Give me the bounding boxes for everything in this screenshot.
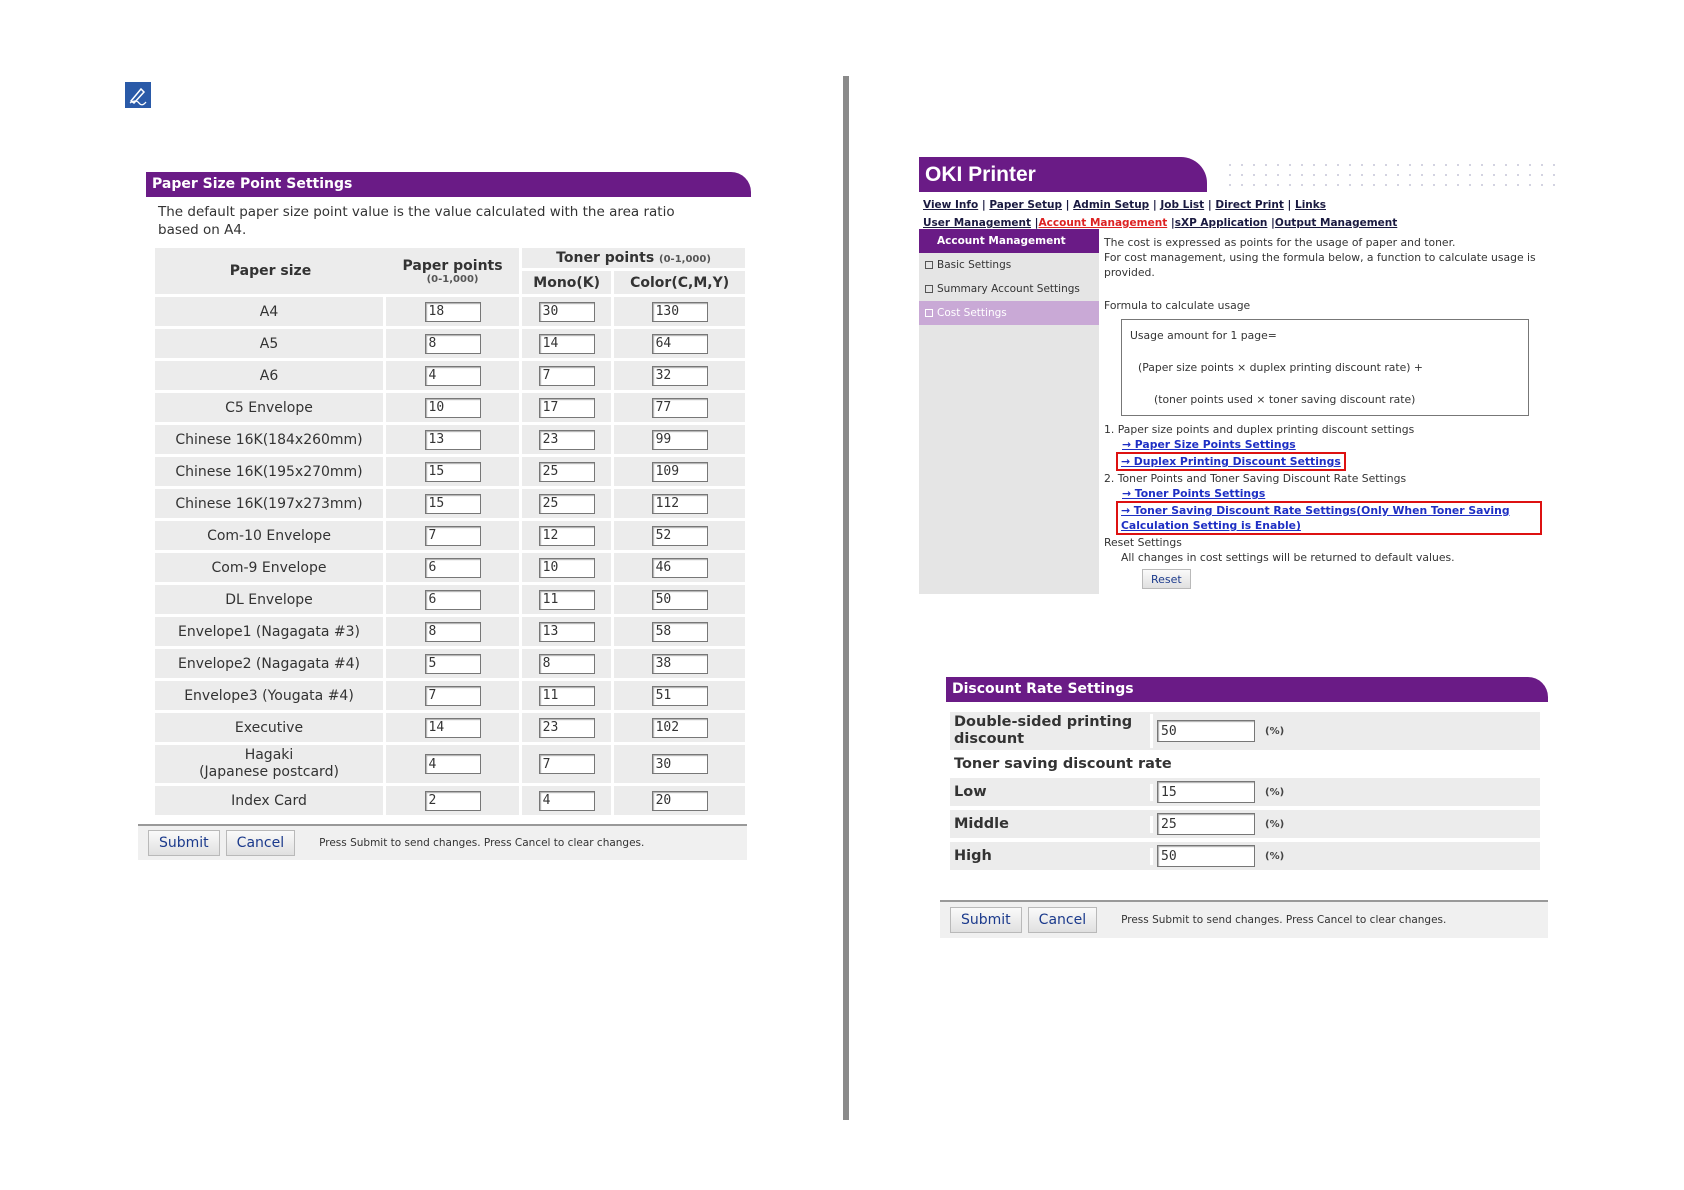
mono-points-cell xyxy=(522,297,614,326)
table-row xyxy=(155,457,745,486)
table-row xyxy=(155,361,745,390)
paper-size-name: A5 xyxy=(155,329,386,358)
mono-points-cell xyxy=(522,393,614,422)
mono-points-cell xyxy=(522,361,614,390)
sidebar-head-account-management[interactable]: Account Management xyxy=(919,229,1099,253)
paper-size-name: Envelope3 (Yougata #4) xyxy=(155,681,386,710)
mono-points-input[interactable] xyxy=(539,334,595,354)
high-row xyxy=(950,842,1540,870)
paper-points-cell xyxy=(386,297,522,326)
paper-size-name: A6 xyxy=(155,361,386,390)
sidebar-item-label: Cost Settings xyxy=(937,307,1007,319)
formula-line-3: (toner points used × toner saving discount rate) xyxy=(1154,393,1416,406)
nav-output-management[interactable]: Output Management xyxy=(1274,217,1398,229)
header-paper-points-label: Paper points xyxy=(402,257,503,274)
mono-points-input[interactable] xyxy=(539,526,595,546)
table-row xyxy=(155,786,745,815)
color-points-input[interactable] xyxy=(652,430,708,450)
header-dot-pattern xyxy=(1224,160,1559,192)
cancel-button[interactable]: Cancel xyxy=(226,830,295,856)
color-points-input[interactable] xyxy=(652,302,708,322)
mono-points-input[interactable] xyxy=(539,462,595,482)
paper-points-input[interactable] xyxy=(425,754,481,774)
footer-note: Press Submit to send changes. Press Cancel to clear changes. xyxy=(319,837,645,849)
nav-direct-print[interactable]: Direct Print xyxy=(1215,199,1284,211)
table-row xyxy=(155,649,745,678)
paper-size-name: Com-9 Envelope xyxy=(155,553,386,582)
mono-points-cell xyxy=(522,553,614,582)
link-toner-points[interactable]: → Toner Points Settings xyxy=(1122,487,1266,500)
cost-settings-content xyxy=(1104,235,1564,589)
color-points-cell xyxy=(614,489,745,518)
color-points-input[interactable] xyxy=(652,622,708,642)
link-paper-size-points[interactable]: → Paper Size Points Settings xyxy=(1122,438,1296,451)
paper-points-cell xyxy=(386,786,522,815)
color-points-input[interactable] xyxy=(652,590,708,610)
panel-title: Discount Rate Settings xyxy=(946,677,1548,702)
double-sided-label: Double-sided printing discount xyxy=(950,714,1153,748)
color-points-cell xyxy=(614,617,745,646)
percent-unit: (%) xyxy=(1265,818,1285,830)
paper-points-input[interactable] xyxy=(425,654,481,674)
low-row xyxy=(950,778,1540,806)
table-row xyxy=(155,745,745,783)
paper-points-cell xyxy=(386,745,522,783)
color-points-input[interactable] xyxy=(652,558,708,578)
mono-points-input[interactable] xyxy=(539,686,595,706)
oki-printer-web-page xyxy=(919,157,1564,594)
nav-job-list[interactable]: Job List xyxy=(1160,199,1205,211)
paper-points-input[interactable] xyxy=(425,494,481,514)
mono-points-input[interactable] xyxy=(539,654,595,674)
table-row xyxy=(155,425,745,454)
high-input[interactable] xyxy=(1157,845,1255,867)
color-points-cell xyxy=(614,585,745,614)
nav-row-2: User Management |Account Management |sXP Application |Output Management xyxy=(923,217,1398,229)
duplex-link-highlight xyxy=(1116,452,1346,471)
sidebar-item-cost-settings[interactable] xyxy=(919,301,1099,325)
paper-size-table xyxy=(155,245,745,818)
paper-points-input[interactable] xyxy=(425,718,481,738)
double-sided-row xyxy=(950,712,1540,750)
color-points-input[interactable] xyxy=(652,526,708,546)
color-points-cell xyxy=(614,553,745,582)
paper-points-cell xyxy=(386,425,522,454)
color-points-cell xyxy=(614,745,745,783)
paper-points-input[interactable] xyxy=(425,334,481,354)
color-points-cell xyxy=(614,329,745,358)
header-mono: Mono(K) xyxy=(522,271,614,294)
table-row xyxy=(155,713,745,742)
mono-points-cell xyxy=(522,489,614,518)
link-duplex-printing-discount[interactable]: → Duplex Printing Discount Settings xyxy=(1121,455,1341,468)
table-row xyxy=(155,521,745,550)
table-row xyxy=(155,393,745,422)
paper-points-cell xyxy=(386,713,522,742)
paper-points-input[interactable] xyxy=(425,302,481,322)
nav-account-management[interactable]: Account Management xyxy=(1038,217,1168,229)
mono-points-cell xyxy=(522,713,614,742)
paper-size-name: Chinese 16K(197x273mm) xyxy=(155,489,386,518)
mono-points-cell xyxy=(522,585,614,614)
table-row xyxy=(155,297,745,326)
page-divider xyxy=(843,76,849,1120)
nav-paper-setup[interactable]: Paper Setup xyxy=(989,199,1063,211)
paper-size-point-settings-panel xyxy=(146,172,751,860)
mono-points-cell xyxy=(522,329,614,358)
formula-line-2: (Paper size points × duplex printing discount rate) + xyxy=(1138,361,1423,374)
intro-line-1: The cost is expressed as points for the usage of paper and toner. xyxy=(1104,236,1456,249)
paper-points-cell xyxy=(386,361,522,390)
formula-box xyxy=(1121,319,1529,416)
color-points-input[interactable] xyxy=(652,462,708,482)
paper-points-input[interactable] xyxy=(425,590,481,610)
header-color: Color(C,M,Y) xyxy=(614,271,745,294)
mono-points-cell xyxy=(522,617,614,646)
color-points-cell xyxy=(614,649,745,678)
cancel-button[interactable]: Cancel xyxy=(1028,907,1097,933)
mono-points-input[interactable] xyxy=(539,366,595,386)
paper-points-cell xyxy=(386,457,522,486)
link-toner-saving-discount-rate[interactable]: → Toner Saving Discount Rate Settings(Only When Toner Saving Calculation Setting is Enable) xyxy=(1121,504,1510,532)
mono-points-cell xyxy=(522,745,614,783)
color-points-input[interactable] xyxy=(652,334,708,354)
color-points-cell xyxy=(614,786,745,815)
paper-points-input[interactable] xyxy=(425,686,481,706)
paper-points-cell xyxy=(386,521,522,550)
nav-sxp-application[interactable]: sXP Application xyxy=(1174,217,1268,229)
formula-label: Formula to calculate usage xyxy=(1104,299,1251,312)
high-label: High xyxy=(950,848,1153,865)
paper-points-cell xyxy=(386,617,522,646)
color-points-input[interactable] xyxy=(652,686,708,706)
paper-points-input[interactable] xyxy=(425,462,481,482)
table-row xyxy=(155,329,745,358)
table-row xyxy=(155,553,745,582)
header-paper-size: Paper size xyxy=(155,248,386,294)
toner-saving-link-highlight xyxy=(1116,501,1542,535)
color-points-cell xyxy=(614,361,745,390)
table-row xyxy=(155,681,745,710)
header-toner-points-range: (0-1,000) xyxy=(659,254,711,266)
percent-unit: (%) xyxy=(1265,850,1285,862)
mono-points-input[interactable] xyxy=(539,791,595,811)
toner-saving-heading: Toner saving discount rate xyxy=(954,756,1172,772)
formula-line-1: Usage amount for 1 page= xyxy=(1130,329,1277,342)
nav-links[interactable]: Links xyxy=(1295,199,1326,211)
mono-points-input[interactable] xyxy=(539,558,595,578)
paper-points-cell xyxy=(386,649,522,678)
square-bullet-icon xyxy=(925,309,933,317)
oki-brand-title: OKI Printer xyxy=(919,157,1207,192)
paper-points-input[interactable] xyxy=(425,791,481,811)
color-points-input[interactable] xyxy=(652,718,708,738)
paper-size-name: Hagaki (Japanese postcard) xyxy=(155,745,386,783)
paper-size-name: Chinese 16K(195x270mm) xyxy=(155,457,386,486)
mono-points-input[interactable] xyxy=(539,590,595,610)
intro-line-2: For cost management, using the formula below, a function to calculate usage is provided. xyxy=(1104,251,1536,279)
mono-points-cell xyxy=(522,521,614,550)
color-points-cell xyxy=(614,521,745,550)
color-points-cell xyxy=(614,297,745,326)
paper-points-input[interactable] xyxy=(425,622,481,642)
paper-points-input[interactable] xyxy=(425,558,481,578)
color-points-cell xyxy=(614,713,745,742)
color-points-input[interactable] xyxy=(652,654,708,674)
low-label: Low xyxy=(950,784,1153,801)
reset-note: All changes in cost settings will be returned to default values. xyxy=(1121,551,1455,564)
mono-points-cell xyxy=(522,457,614,486)
paper-points-input[interactable] xyxy=(425,430,481,450)
submit-button[interactable]: Submit xyxy=(148,830,220,856)
mono-points-cell xyxy=(522,425,614,454)
paper-size-table-body xyxy=(155,297,745,815)
submit-button[interactable]: Submit xyxy=(950,907,1022,933)
paper-size-footer xyxy=(138,824,747,860)
color-points-cell xyxy=(614,681,745,710)
header-paper-points xyxy=(386,248,522,294)
color-points-input[interactable] xyxy=(652,366,708,386)
paper-size-name: Executive xyxy=(155,713,386,742)
color-points-input[interactable] xyxy=(652,754,708,774)
paper-size-name: Envelope1 (Nagagata #3) xyxy=(155,617,386,646)
double-sided-input[interactable] xyxy=(1157,720,1255,742)
table-row xyxy=(155,585,745,614)
square-bullet-icon xyxy=(925,285,933,293)
mono-points-input[interactable] xyxy=(539,718,595,738)
paper-points-cell xyxy=(386,489,522,518)
paper-points-input[interactable] xyxy=(425,398,481,418)
color-points-cell xyxy=(614,425,745,454)
step-2: 2. Toner Points and Toner Saving Discount Rate Settings xyxy=(1104,472,1407,485)
mono-points-cell xyxy=(522,681,614,710)
middle-row xyxy=(950,810,1540,838)
mono-points-input[interactable] xyxy=(539,494,595,514)
mono-points-cell xyxy=(522,786,614,815)
sidebar-item-label: Summary Account Settings xyxy=(937,283,1080,295)
sidebar-item-basic-settings[interactable] xyxy=(919,253,1099,277)
table-row xyxy=(155,617,745,646)
paper-size-name: Envelope2 (Nagagata #4) xyxy=(155,649,386,678)
color-points-input[interactable] xyxy=(652,791,708,811)
paper-size-name: DL Envelope xyxy=(155,585,386,614)
panel-title: Paper Size Point Settings xyxy=(146,172,751,197)
low-input[interactable] xyxy=(1157,781,1255,803)
paper-points-cell xyxy=(386,393,522,422)
header-toner-points-label: Toner points xyxy=(556,250,655,267)
mono-points-input[interactable] xyxy=(539,302,595,322)
table-row xyxy=(155,489,745,518)
paper-points-input[interactable] xyxy=(425,526,481,546)
note-pencil-icon xyxy=(125,82,151,108)
paper-size-name: Index Card xyxy=(155,786,386,815)
discount-footer xyxy=(940,900,1548,938)
sidebar-item-label: Basic Settings xyxy=(937,259,1012,271)
square-bullet-icon xyxy=(925,261,933,269)
percent-unit: (%) xyxy=(1265,786,1285,798)
reset-heading: Reset Settings xyxy=(1104,536,1182,549)
middle-label: Middle xyxy=(950,816,1153,833)
middle-input[interactable] xyxy=(1157,813,1255,835)
sidebar xyxy=(919,229,1099,594)
nav-view-info[interactable]: View Info xyxy=(923,199,979,211)
paper-size-name: Com-10 Envelope xyxy=(155,521,386,550)
mono-points-input[interactable] xyxy=(539,430,595,450)
color-points-cell xyxy=(614,393,745,422)
paper-points-cell xyxy=(386,681,522,710)
paper-size-name: A4 xyxy=(155,297,386,326)
nav-user-management[interactable]: User Management xyxy=(923,217,1032,229)
nav-row-1: View Info | Paper Setup | Admin Setup | Job List | Direct Print | Links xyxy=(923,199,1326,211)
mono-points-input[interactable] xyxy=(539,398,595,418)
nav-admin-setup[interactable]: Admin Setup xyxy=(1073,199,1150,211)
sidebar-item-summary-account-settings[interactable] xyxy=(919,277,1099,301)
percent-unit: (%) xyxy=(1265,725,1285,737)
step-1: 1. Paper size points and duplex printing discount settings xyxy=(1104,423,1415,436)
mono-points-input[interactable] xyxy=(539,622,595,642)
panel-description: The default paper size point value is the value calculated with the area ratio based on A4. xyxy=(158,204,675,238)
paper-size-name: C5 Envelope xyxy=(155,393,386,422)
mono-points-input[interactable] xyxy=(539,754,595,774)
footer-note: Press Submit to send changes. Press Cancel to clear changes. xyxy=(1121,914,1447,926)
paper-points-input[interactable] xyxy=(425,366,481,386)
reset-button[interactable]: Reset xyxy=(1142,569,1191,589)
paper-points-cell xyxy=(386,585,522,614)
color-points-input[interactable] xyxy=(652,494,708,514)
mono-points-cell xyxy=(522,649,614,678)
paper-size-name: Chinese 16K(184x260mm) xyxy=(155,425,386,454)
color-points-input[interactable] xyxy=(652,398,708,418)
top-nav xyxy=(919,192,1564,232)
header-paper-points-range: (0-1,000) xyxy=(426,273,479,285)
color-points-cell xyxy=(614,457,745,486)
paper-points-cell xyxy=(386,329,522,358)
discount-rate-settings-panel xyxy=(946,677,1548,938)
paper-points-cell xyxy=(386,553,522,582)
header-toner-points xyxy=(522,248,745,268)
